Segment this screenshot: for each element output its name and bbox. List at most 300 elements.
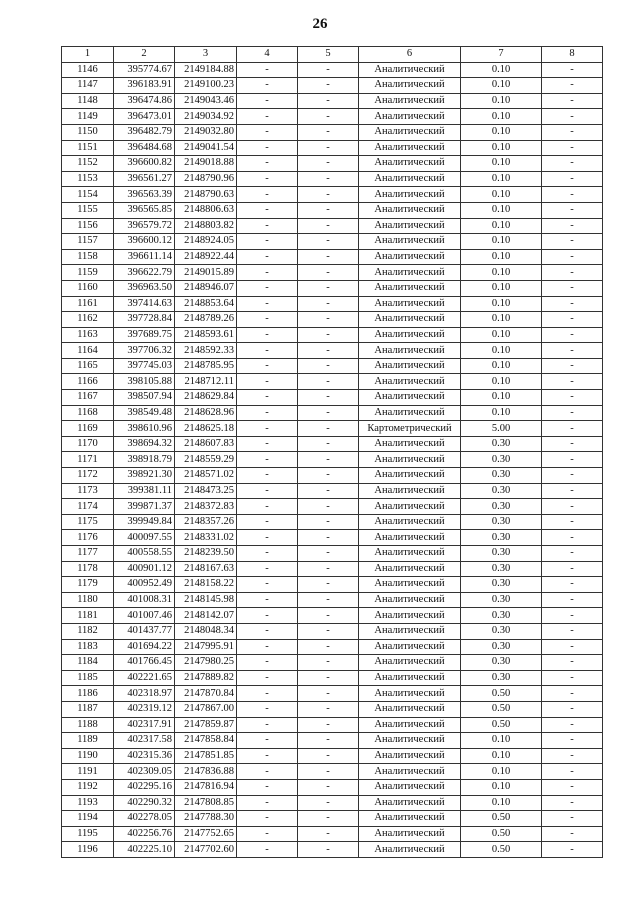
coord-x-cell: 398694.32 [114, 436, 175, 452]
table-row [62, 499, 603, 515]
coord-y-cell: 2147870.84 [175, 686, 237, 702]
coord-x-cell: 402221.65 [114, 670, 175, 686]
col-5-cell: - [298, 530, 359, 546]
method-cell: Аналитический [359, 748, 461, 764]
table-row [62, 826, 603, 842]
table-row [62, 374, 603, 390]
table-row [62, 592, 603, 608]
column-header: 8 [542, 47, 603, 63]
table-row [62, 343, 603, 359]
point-number-cell: 1193 [62, 795, 114, 811]
accuracy-cell: 0.30 [461, 546, 542, 562]
point-number-cell: 1189 [62, 733, 114, 749]
accuracy-cell: 0.10 [461, 390, 542, 406]
point-number-cell: 1192 [62, 779, 114, 795]
table-row [62, 701, 603, 717]
method-cell: Аналитический [359, 296, 461, 312]
coord-x-cell: 402319.12 [114, 701, 175, 717]
table-row [62, 546, 603, 562]
coord-x-cell: 396600.82 [114, 156, 175, 172]
coord-x-cell: 398507.94 [114, 390, 175, 406]
coord-y-cell: 2148142.07 [175, 608, 237, 624]
coord-x-cell: 396473.01 [114, 109, 175, 125]
method-cell: Аналитический [359, 483, 461, 499]
point-number-cell: 1170 [62, 436, 114, 452]
accuracy-cell: 0.10 [461, 764, 542, 780]
accuracy-cell: 0.10 [461, 265, 542, 281]
col-5-cell: - [298, 265, 359, 281]
coord-y-cell: 2148803.82 [175, 218, 237, 234]
table-row [62, 358, 603, 374]
coord-x-cell: 396611.14 [114, 249, 175, 265]
point-number-cell: 1163 [62, 327, 114, 343]
col-4-cell: - [237, 421, 298, 437]
point-number-cell: 1176 [62, 530, 114, 546]
col-4-cell: - [237, 468, 298, 484]
coord-y-cell: 2149015.89 [175, 265, 237, 281]
coord-y-cell: 2148593.61 [175, 327, 237, 343]
point-number-cell: 1152 [62, 156, 114, 172]
col-4-cell: - [237, 826, 298, 842]
method-cell: Аналитический [359, 530, 461, 546]
table-row [62, 577, 603, 593]
col-4-cell: - [237, 156, 298, 172]
method-cell: Аналитический [359, 546, 461, 562]
col-8-cell: - [542, 530, 603, 546]
col-4-cell: - [237, 795, 298, 811]
col-5-cell: - [298, 701, 359, 717]
col-4-cell: - [237, 842, 298, 858]
point-number-cell: 1184 [62, 655, 114, 671]
point-number-cell: 1185 [62, 670, 114, 686]
col-5-cell: - [298, 795, 359, 811]
col-4-cell: - [237, 514, 298, 530]
method-cell: Аналитический [359, 577, 461, 593]
coord-x-cell: 401008.31 [114, 592, 175, 608]
col-8-cell: - [542, 670, 603, 686]
col-4-cell: - [237, 608, 298, 624]
table-row [62, 670, 603, 686]
coord-x-cell: 396579.72 [114, 218, 175, 234]
col-5-cell: - [298, 171, 359, 187]
col-4-cell: - [237, 546, 298, 562]
column-header: 3 [175, 47, 237, 63]
table-row [62, 140, 603, 156]
method-cell: Аналитический [359, 140, 461, 156]
coord-y-cell: 2148331.02 [175, 530, 237, 546]
method-cell: Аналитический [359, 639, 461, 655]
coord-x-cell: 401007.46 [114, 608, 175, 624]
coord-y-cell: 2149043.46 [175, 93, 237, 109]
column-header: 2 [114, 47, 175, 63]
col-8-cell: - [542, 499, 603, 515]
coord-y-cell: 2148625.18 [175, 421, 237, 437]
coord-y-cell: 2147980.25 [175, 655, 237, 671]
coord-x-cell: 402290.32 [114, 795, 175, 811]
col-4-cell: - [237, 655, 298, 671]
coord-y-cell: 2148790.63 [175, 187, 237, 203]
point-number-cell: 1148 [62, 93, 114, 109]
accuracy-cell: 5.00 [461, 421, 542, 437]
col-4-cell: - [237, 265, 298, 281]
table-row [62, 468, 603, 484]
coord-y-cell: 2147859.87 [175, 717, 237, 733]
method-cell: Аналитический [359, 109, 461, 125]
method-cell: Аналитический [359, 343, 461, 359]
method-cell: Аналитический [359, 187, 461, 203]
coord-x-cell: 402318.97 [114, 686, 175, 702]
col-5-cell: - [298, 561, 359, 577]
col-5-cell: - [298, 405, 359, 421]
col-5-cell: - [298, 452, 359, 468]
coord-x-cell: 397689.75 [114, 327, 175, 343]
table-row [62, 249, 603, 265]
accuracy-cell: 0.10 [461, 405, 542, 421]
col-8-cell: - [542, 405, 603, 421]
method-cell: Аналитический [359, 390, 461, 406]
point-number-cell: 1153 [62, 171, 114, 187]
col-4-cell: - [237, 78, 298, 94]
coord-y-cell: 2148922.44 [175, 249, 237, 265]
coord-x-cell: 396474.86 [114, 93, 175, 109]
col-4-cell: - [237, 109, 298, 125]
table-row [62, 436, 603, 452]
col-5-cell: - [298, 93, 359, 109]
accuracy-cell: 0.10 [461, 733, 542, 749]
method-cell: Аналитический [359, 156, 461, 172]
point-number-cell: 1196 [62, 842, 114, 858]
accuracy-cell: 0.30 [461, 499, 542, 515]
point-number-cell: 1157 [62, 234, 114, 250]
table-row [62, 109, 603, 125]
coord-y-cell: 2148853.64 [175, 296, 237, 312]
accuracy-cell: 0.10 [461, 249, 542, 265]
col-5-cell: - [298, 779, 359, 795]
coord-x-cell: 399949.84 [114, 514, 175, 530]
method-cell: Аналитический [359, 592, 461, 608]
coord-y-cell: 2148607.83 [175, 436, 237, 452]
accuracy-cell: 0.50 [461, 842, 542, 858]
coord-y-cell: 2147889.82 [175, 670, 237, 686]
accuracy-cell: 0.50 [461, 826, 542, 842]
table-row [62, 764, 603, 780]
col-5-cell: - [298, 374, 359, 390]
col-8-cell: - [542, 421, 603, 437]
table-row [62, 124, 603, 140]
accuracy-cell: 0.10 [461, 312, 542, 328]
col-5-cell: - [298, 327, 359, 343]
coord-x-cell: 398918.79 [114, 452, 175, 468]
method-cell: Аналитический [359, 623, 461, 639]
table-row [62, 202, 603, 218]
table-row [62, 686, 603, 702]
coord-x-cell: 402315.36 [114, 748, 175, 764]
coord-y-cell: 2148712.11 [175, 374, 237, 390]
col-8-cell: - [542, 717, 603, 733]
page-number: 26 [312, 16, 328, 32]
coord-y-cell: 2147836.88 [175, 764, 237, 780]
method-cell: Аналитический [359, 701, 461, 717]
coord-y-cell: 2148571.02 [175, 468, 237, 484]
col-5-cell: - [298, 312, 359, 328]
col-4-cell: - [237, 327, 298, 343]
table-row [62, 561, 603, 577]
coord-x-cell: 398921.30 [114, 468, 175, 484]
col-8-cell: - [542, 171, 603, 187]
col-8-cell: - [542, 686, 603, 702]
col-8-cell: - [542, 826, 603, 842]
column-header: 6 [359, 47, 461, 63]
point-number-cell: 1177 [62, 546, 114, 562]
col-4-cell: - [237, 623, 298, 639]
col-4-cell: - [237, 405, 298, 421]
accuracy-cell: 0.10 [461, 748, 542, 764]
method-cell: Аналитический [359, 78, 461, 94]
method-cell: Картометрический [359, 421, 461, 437]
col-5-cell: - [298, 468, 359, 484]
col-8-cell: - [542, 811, 603, 827]
coord-y-cell: 2148806.63 [175, 202, 237, 218]
point-number-cell: 1186 [62, 686, 114, 702]
table-header-row [62, 47, 603, 63]
coord-x-cell: 396561.27 [114, 171, 175, 187]
coord-y-cell: 2148785.95 [175, 358, 237, 374]
coord-y-cell: 2147867.00 [175, 701, 237, 717]
col-5-cell: - [298, 764, 359, 780]
method-cell: Аналитический [359, 405, 461, 421]
col-4-cell: - [237, 202, 298, 218]
accuracy-cell: 0.30 [461, 468, 542, 484]
column-header: 5 [298, 47, 359, 63]
col-8-cell: - [542, 468, 603, 484]
table-row [62, 452, 603, 468]
method-cell: Аналитический [359, 795, 461, 811]
accuracy-cell: 0.30 [461, 561, 542, 577]
accuracy-cell: 0.30 [461, 483, 542, 499]
coord-x-cell: 401694.22 [114, 639, 175, 655]
table-row [62, 717, 603, 733]
col-5-cell: - [298, 717, 359, 733]
point-number-cell: 1147 [62, 78, 114, 94]
coord-x-cell: 399871.37 [114, 499, 175, 515]
accuracy-cell: 0.10 [461, 218, 542, 234]
accuracy-cell: 0.30 [461, 592, 542, 608]
coord-y-cell: 2149018.88 [175, 156, 237, 172]
method-cell: Аналитический [359, 280, 461, 296]
method-cell: Аналитический [359, 312, 461, 328]
col-8-cell: - [542, 546, 603, 562]
col-4-cell: - [237, 343, 298, 359]
accuracy-cell: 0.10 [461, 202, 542, 218]
coord-y-cell: 2149032.80 [175, 124, 237, 140]
col-4-cell: - [237, 296, 298, 312]
method-cell: Аналитический [359, 358, 461, 374]
col-5-cell: - [298, 421, 359, 437]
col-8-cell: - [542, 436, 603, 452]
table-row [62, 171, 603, 187]
col-4-cell: - [237, 733, 298, 749]
method-cell: Аналитический [359, 124, 461, 140]
coord-x-cell: 399381.11 [114, 483, 175, 499]
table-row [62, 93, 603, 109]
col-4-cell: - [237, 93, 298, 109]
coord-x-cell: 396565.85 [114, 202, 175, 218]
accuracy-cell: 0.30 [461, 639, 542, 655]
table-row [62, 187, 603, 203]
coord-y-cell: 2149184.88 [175, 62, 237, 78]
point-number-cell: 1174 [62, 499, 114, 515]
accuracy-cell: 0.10 [461, 280, 542, 296]
col-8-cell: - [542, 93, 603, 109]
col-8-cell: - [542, 358, 603, 374]
col-8-cell: - [542, 577, 603, 593]
table-row [62, 811, 603, 827]
coord-y-cell: 2147995.91 [175, 639, 237, 655]
col-5-cell: - [298, 686, 359, 702]
method-cell: Аналитический [359, 202, 461, 218]
col-8-cell: - [542, 639, 603, 655]
coord-x-cell: 396622.79 [114, 265, 175, 281]
col-4-cell: - [237, 701, 298, 717]
col-5-cell: - [298, 623, 359, 639]
table-body [62, 62, 603, 857]
point-number-cell: 1155 [62, 202, 114, 218]
accuracy-cell: 0.10 [461, 343, 542, 359]
coord-y-cell: 2147808.85 [175, 795, 237, 811]
coord-x-cell: 396600.12 [114, 234, 175, 250]
point-number-cell: 1168 [62, 405, 114, 421]
col-4-cell: - [237, 62, 298, 78]
accuracy-cell: 0.10 [461, 779, 542, 795]
method-cell: Аналитический [359, 779, 461, 795]
accuracy-cell: 0.10 [461, 156, 542, 172]
col-4-cell: - [237, 452, 298, 468]
accuracy-cell: 0.10 [461, 93, 542, 109]
table-row [62, 218, 603, 234]
accuracy-cell: 0.30 [461, 623, 542, 639]
method-cell: Аналитический [359, 452, 461, 468]
coord-y-cell: 2147702.60 [175, 842, 237, 858]
col-4-cell: - [237, 748, 298, 764]
col-5-cell: - [298, 842, 359, 858]
col-4-cell: - [237, 670, 298, 686]
col-4-cell: - [237, 280, 298, 296]
col-8-cell: - [542, 592, 603, 608]
coord-x-cell: 397414.63 [114, 296, 175, 312]
point-number-cell: 1151 [62, 140, 114, 156]
point-number-cell: 1171 [62, 452, 114, 468]
method-cell: Аналитический [359, 717, 461, 733]
method-cell: Аналитический [359, 733, 461, 749]
method-cell: Аналитический [359, 686, 461, 702]
table-row [62, 405, 603, 421]
point-number-cell: 1154 [62, 187, 114, 203]
col-4-cell: - [237, 717, 298, 733]
accuracy-cell: 0.10 [461, 234, 542, 250]
col-4-cell: - [237, 686, 298, 702]
coord-x-cell: 396484.68 [114, 140, 175, 156]
coord-x-cell: 397745.03 [114, 358, 175, 374]
column-header: 4 [237, 47, 298, 63]
col-4-cell: - [237, 639, 298, 655]
col-8-cell: - [542, 795, 603, 811]
col-5-cell: - [298, 390, 359, 406]
col-5-cell: - [298, 202, 359, 218]
coord-x-cell: 398105.88 [114, 374, 175, 390]
accuracy-cell: 0.30 [461, 577, 542, 593]
col-8-cell: - [542, 561, 603, 577]
point-number-cell: 1159 [62, 265, 114, 281]
method-cell: Аналитический [359, 234, 461, 250]
point-number-cell: 1178 [62, 561, 114, 577]
accuracy-cell: 0.10 [461, 358, 542, 374]
table-row [62, 296, 603, 312]
col-5-cell: - [298, 109, 359, 125]
col-4-cell: - [237, 124, 298, 140]
accuracy-cell: 0.10 [461, 124, 542, 140]
col-4-cell: - [237, 436, 298, 452]
coord-x-cell: 396482.79 [114, 124, 175, 140]
point-number-cell: 1183 [62, 639, 114, 655]
col-4-cell: - [237, 249, 298, 265]
col-4-cell: - [237, 358, 298, 374]
col-8-cell: - [542, 779, 603, 795]
col-4-cell: - [237, 561, 298, 577]
col-8-cell: - [542, 312, 603, 328]
point-number-cell: 1172 [62, 468, 114, 484]
accuracy-cell: 0.30 [461, 670, 542, 686]
point-number-cell: 1173 [62, 483, 114, 499]
col-8-cell: - [542, 608, 603, 624]
col-4-cell: - [237, 234, 298, 250]
method-cell: Аналитический [359, 436, 461, 452]
col-5-cell: - [298, 280, 359, 296]
accuracy-cell: 0.10 [461, 296, 542, 312]
col-5-cell: - [298, 156, 359, 172]
coord-x-cell: 397728.84 [114, 312, 175, 328]
coord-y-cell: 2148145.98 [175, 592, 237, 608]
coord-y-cell: 2148628.96 [175, 405, 237, 421]
table-row [62, 623, 603, 639]
point-number-cell: 1194 [62, 811, 114, 827]
point-number-cell: 1169 [62, 421, 114, 437]
accuracy-cell: 0.10 [461, 140, 542, 156]
col-5-cell: - [298, 249, 359, 265]
coord-x-cell: 398610.96 [114, 421, 175, 437]
point-number-cell: 1166 [62, 374, 114, 390]
point-number-cell: 1158 [62, 249, 114, 265]
coord-x-cell: 395774.67 [114, 62, 175, 78]
point-number-cell: 1190 [62, 748, 114, 764]
col-5-cell: - [298, 296, 359, 312]
method-cell: Аналитический [359, 655, 461, 671]
table-row [62, 62, 603, 78]
point-number-cell: 1161 [62, 296, 114, 312]
col-4-cell: - [237, 374, 298, 390]
col-5-cell: - [298, 546, 359, 562]
col-8-cell: - [542, 343, 603, 359]
col-8-cell: - [542, 202, 603, 218]
col-8-cell: - [542, 623, 603, 639]
col-4-cell: - [237, 312, 298, 328]
coord-x-cell: 400097.55 [114, 530, 175, 546]
col-8-cell: - [542, 124, 603, 140]
col-8-cell: - [542, 327, 603, 343]
coord-x-cell: 400558.55 [114, 546, 175, 562]
coord-y-cell: 2148372.83 [175, 499, 237, 515]
table-row [62, 390, 603, 406]
method-cell: Аналитический [359, 171, 461, 187]
